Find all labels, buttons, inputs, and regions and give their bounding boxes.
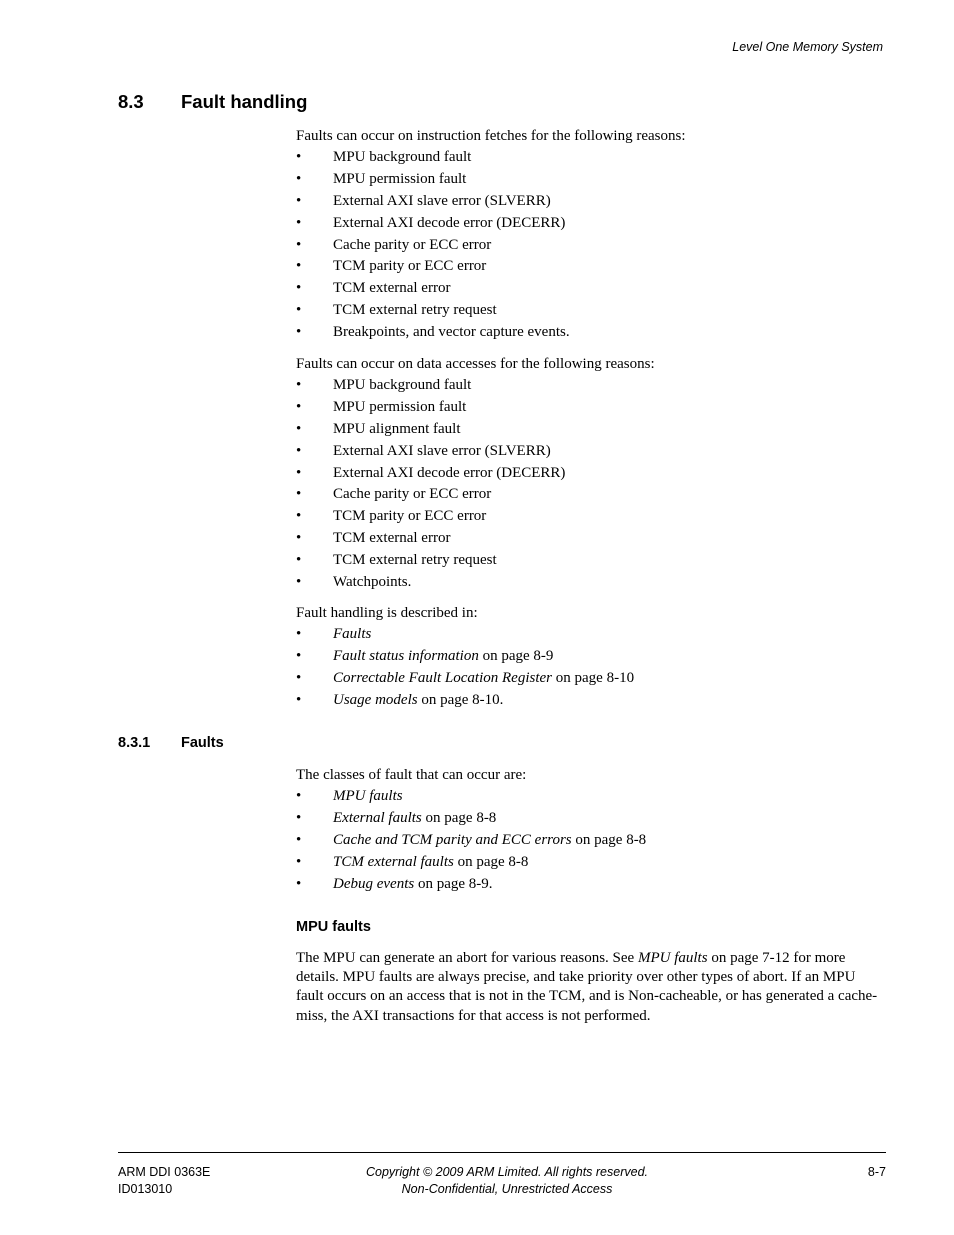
- page-number: 8-7: [867, 1165, 886, 1179]
- list-item: [296, 852, 888, 874]
- xref-faults-link[interactable]: Faults: [333, 626, 372, 642]
- list-item: • TCM external error: [296, 278, 888, 300]
- list-item: • TCM parity or ECC error: [296, 256, 888, 278]
- fault-classes-list: [296, 786, 888, 895]
- xref-debug-events-link[interactable]: Debug events: [333, 875, 415, 892]
- page-ref: on page 8-10: [552, 669, 635, 686]
- paragraph-text: The MPU can generate an abort for various reasons. See: [296, 950, 638, 966]
- fault-classes-block: [296, 764, 888, 895]
- list-item: • Cache parity or ECC error: [296, 235, 888, 257]
- fault-handling-refs-intro: Fault handling is described in:: [296, 605, 478, 621]
- footer-divider: [118, 1152, 886, 1153]
- copyright-notice: Copyright © 2009 ARM Limited. All rights reserved.: [365, 1165, 648, 1179]
- page-ref: on page 8-10.: [417, 691, 504, 708]
- list-item: • MPU permission fault: [296, 397, 888, 419]
- fault-classes-intro: The classes of fault that can occur are:: [296, 767, 527, 783]
- list-item: [296, 830, 888, 852]
- list-item: • Watchpoints.: [296, 572, 888, 594]
- page-ref: on page 8-8: [453, 853, 529, 870]
- instruction-faults-block: [296, 125, 888, 344]
- list-item: [296, 808, 888, 830]
- footer-doc-info: [118, 1164, 210, 1198]
- xref-fault-status-information-link[interactable]: Fault status information: [333, 647, 479, 664]
- list-item: • External AXI decode error (DECERR): [296, 213, 888, 235]
- list-item: [296, 646, 888, 668]
- section-heading: [118, 91, 307, 113]
- footer-legal: [302, 1164, 712, 1198]
- list-item: • External AXI slave error (SLVERR): [296, 191, 888, 213]
- subsection-title: Faults: [181, 735, 224, 751]
- section-number: 8.3: [118, 91, 144, 112]
- section-title: Fault handling: [181, 91, 308, 112]
- subsection-heading: [118, 735, 224, 751]
- list-item: • TCM external retry request: [296, 300, 888, 322]
- instruction-faults-intro: Faults can occur on instruction fetches for the following reasons:: [296, 128, 686, 144]
- access-notice: Non-Confidential, Unrestricted Access: [401, 1182, 613, 1196]
- page-ref: on page 8-9: [478, 647, 554, 664]
- xref-mpu-faults-chapter-link[interactable]: MPU faults: [637, 950, 708, 966]
- list-item: [296, 690, 888, 712]
- list-item: • Breakpoints, and vector capture events.: [296, 322, 888, 344]
- xref-cache-tcm-parity-ecc-link[interactable]: Cache and TCM parity and ECC errors: [333, 831, 572, 848]
- list-item: • External AXI decode error (DECERR): [296, 463, 888, 485]
- mpu-faults-paragraph: [296, 949, 886, 1026]
- list-item: • External AXI slave error (SLVERR): [296, 441, 888, 463]
- page-ref: on page 8-9.: [414, 875, 493, 892]
- page-ref: on page 8-8: [571, 831, 647, 848]
- xref-external-faults-link[interactable]: External faults: [333, 809, 422, 826]
- xref-mpu-faults-link[interactable]: MPU faults: [333, 788, 403, 804]
- mpu-faults-heading: MPU faults: [296, 919, 371, 935]
- list-item: [296, 668, 888, 690]
- list-item: • MPU permission fault: [296, 169, 888, 191]
- list-item: • Cache parity or ECC error: [296, 484, 888, 506]
- fault-handling-refs-list: [296, 624, 888, 712]
- list-item: [296, 786, 888, 808]
- list-item: [296, 624, 888, 646]
- data-faults-intro: Faults can occur on data accesses for the following reasons:: [296, 356, 655, 372]
- xref-usage-models-link[interactable]: Usage models: [333, 691, 418, 708]
- doc-id: ID013010: [118, 1182, 173, 1196]
- data-faults-block: [296, 353, 888, 594]
- page-ref: on page 8-8: [421, 809, 497, 826]
- list-item: • TCM external error: [296, 528, 888, 550]
- list-item: • TCM parity or ECC error: [296, 506, 888, 528]
- running-header: Level One Memory System: [732, 40, 883, 54]
- doc-number: ARM DDI 0363E: [118, 1165, 211, 1179]
- subsection-number: 8.3.1: [118, 735, 151, 751]
- list-item: [296, 874, 888, 896]
- xref-correctable-fault-location-register-link[interactable]: Correctable Fault Location Register: [333, 669, 553, 686]
- data-faults-list: [296, 375, 888, 594]
- list-item: • MPU alignment fault: [296, 419, 888, 441]
- list-item: • MPU background fault: [296, 147, 888, 169]
- instruction-faults-list: [296, 147, 888, 344]
- list-item: • MPU background fault: [296, 375, 888, 397]
- list-item: • TCM external retry request: [296, 550, 888, 572]
- fault-handling-refs-block: [296, 602, 888, 712]
- paragraph-text: on page 7-12 for more details. MPU faults are always precise, and take priority over other types of abort. If an MPU fault occurs on an access that is not in the TCM, and is Non-cacheable, or has generated a cache-miss, the AXI transactions for that access is not performed.: [296, 950, 878, 1024]
- xref-tcm-external-faults-link[interactable]: TCM external faults: [333, 853, 454, 870]
